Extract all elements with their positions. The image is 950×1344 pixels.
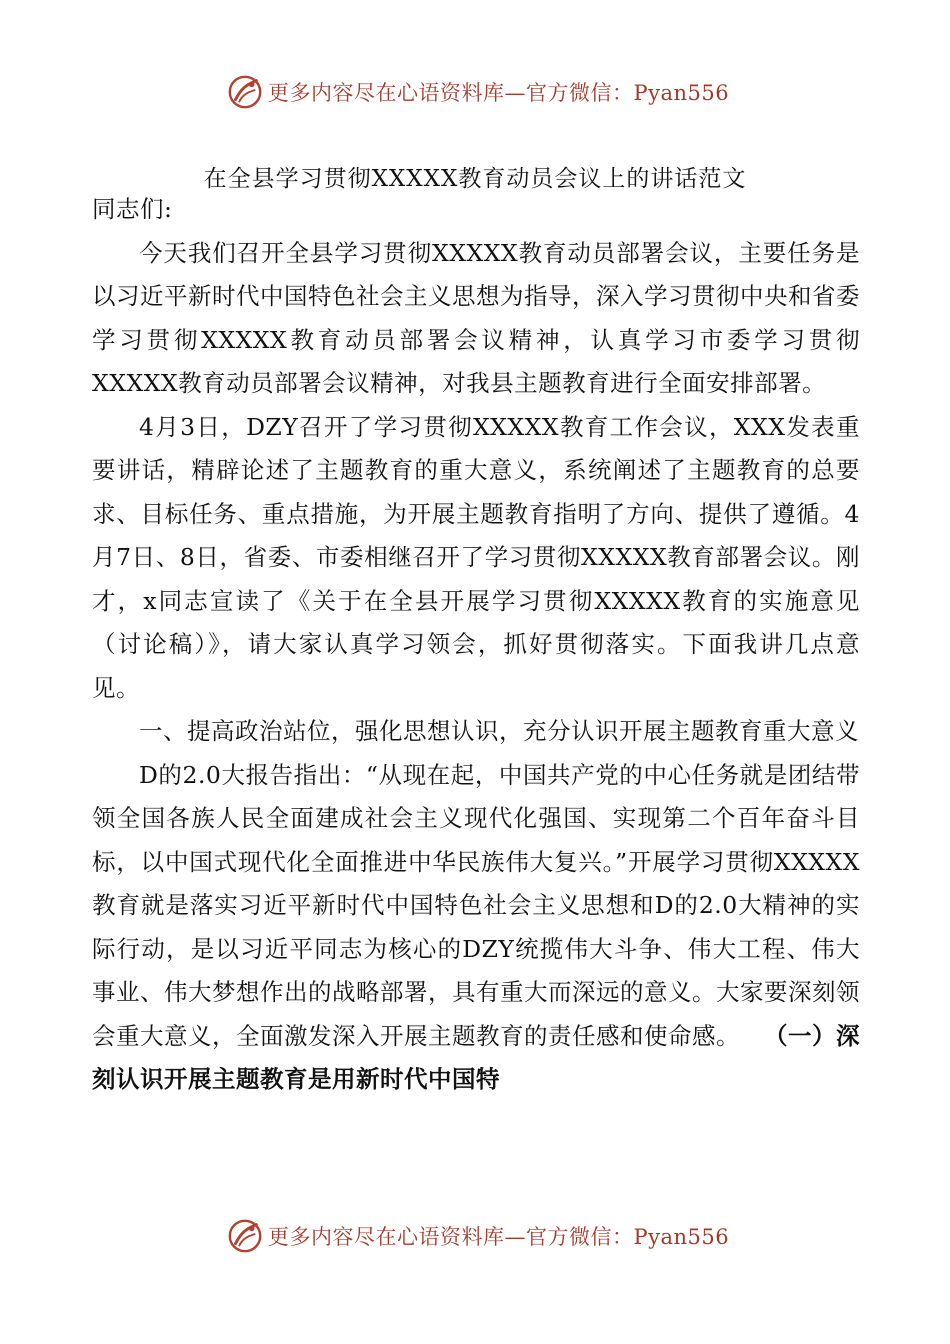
logo-icon [226, 73, 264, 111]
salutation: 同志们: [92, 195, 173, 223]
watermark-footer [226, 1214, 729, 1258]
document-body [92, 188, 860, 1102]
logo-icon [226, 1217, 264, 1255]
paragraph: 4月3日，DZY召开了学习贯彻XXXXX教育工作会议，XXX发表重要讲话，精辟论述了主题教育的重大意义，系统阐述了主题教育的总要求、目标任务、重点措施，为开展主题教育指明了方向、提供了遵循。4月7日、8日，省委、市委相继召开了学习贯彻XXXXX教育部署会议。刚才，x同志宣读了《关于在全县开展学习贯彻XXXXX教育的实施意见（讨论稿）》，请大家认真学习领会，抓好贯彻落实。下面我讲几点意见。 [92, 412, 860, 702]
section-heading: 一、提高政治站位，强化思想认识，充分认识开展主题教育重大意义 [139, 717, 859, 745]
paragraph [92, 754, 860, 1102]
paragraph: 今天我们召开全县学习贯彻XXXXX教育动员部署会议，主要任务是以习近平新时代中国特色社会主义思想为指导，深入学习贯彻中央和省委学习贯彻XXXXX教育动员部署会议精神，认真学习市委学习贯彻XXXXX教育动员部署会议精神，对我县主题教育进行全面安排部署。 [92, 238, 860, 397]
document-title: 在全县学习贯彻XXXXX教育动员会议上的讲话范文 [203, 166, 747, 192]
watermark-text: 更多内容尽在心语资料库—官方微信：Pyan556 [268, 1225, 730, 1249]
watermark-text: 更多内容尽在心语资料库—官方微信：Pyan556 [268, 81, 730, 105]
watermark-header [226, 70, 729, 114]
subsection-heading: （一）深刻认识开展主题教育是用新时代中国特 [92, 1021, 861, 1093]
paragraph-text: D的2.0大报告指出：“从现在起，中国共产党的中心任务就是团结带领全国各族人民全面建成社会主义现代化强国、实现第二个百年奋斗目标，以中国式现代化全面推进中华民族伟大复兴。”开展学习贯彻XXXXX教育就是落实习近平新时代中国特色社会主义思想和D的2.0大精神的实际行动，是以习近平同志为核心的DZY统揽伟大斗争、伟大工程、伟大事业、伟大梦想作出的战略部署，具有重大而深远的意义。大家要深刻领会重大意义，全面激发深入开展主题教育的责任感和使命感。 [92, 760, 860, 1050]
